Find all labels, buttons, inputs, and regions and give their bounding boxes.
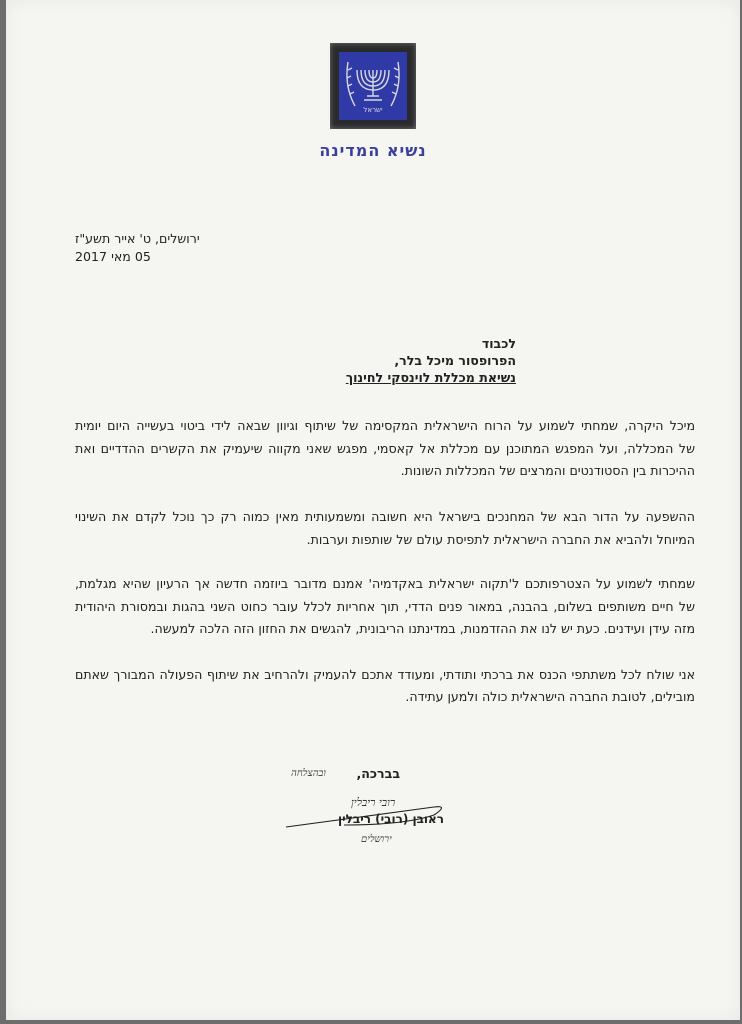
recipient-name: הפרופסור מיכל בלר, [394, 353, 516, 368]
handwritten-place: ירושלים [361, 834, 392, 845]
office-title: נשיא המדינה [319, 141, 427, 160]
menorah-icon [339, 52, 407, 120]
recipient-title: נשיאת מכללת לוינסקי לחינוך [345, 370, 516, 385]
paragraph-1-line-3: ההיכרות בין הסטודנטים והמרצים של המכללות השונות. [400, 463, 695, 478]
paragraph-3-line-2: של חיים משותפים בשלום, בהבנה, במאור פנים הדדי, תוך אחריות לכלל עובר כחוט השני בהגות ובמסורת היהודית [75, 599, 695, 614]
letter-page [6, 0, 740, 1020]
recipient-salutation: לכבוד [481, 336, 516, 351]
paragraph-2-line-1: ההשפעה על הדור הבא של המחנכים בישראל היא חשובה ומשמעותית מאין כמוה רק כך נוכל לקדם את השינוי [75, 509, 695, 524]
handwritten-signature: רובי ריבלין [351, 796, 396, 809]
paragraph-4-line-2: מובילים, לטובת החברה הישראלית כולה ולמען עתידה. [405, 689, 695, 704]
paragraph-1-line-2: של המכללה, ועל המפגש המתוכנן עם מכללת אל קאסמי, מפגש שאני מקווה שיעמיק את הקשרים ההדדיים ואת [75, 441, 695, 456]
state-emblem [330, 43, 416, 129]
closing-greeting: בברכה, [356, 766, 400, 781]
paragraph-3-line-1: שמחתי לשמוע על הצטרפותכם ל'תקוה ישראלית באקדמיה' אמנם מדובר ביוזמה חדשה אך הרעיון שהיא מגלמת, [75, 576, 695, 591]
paragraph-3-line-3: מזה עידן ועידנים. כעת יש לנו את ההזדמנות, במדינתנו הריבונית, להגשים את החזון הזה הלכה למעשה. [150, 621, 695, 636]
emblem-field [339, 52, 407, 120]
signer-name: ראובן (רובי) ריבלין [337, 812, 444, 826]
paragraph-1-line-1: מיכל היקרה, שמחתי לשמוע על הרוח הישראלית המקסימה של שיתוף וגיוון שבאה לידי ביטוי בעשייה היום יומית [75, 418, 695, 433]
handwritten-addition: ובהצלחה [291, 768, 326, 779]
paragraph-4-line-1: אני שולח לכל משתתפי הכנס את ברכתי ותודתי, ומעודד אתכם להעמיק ולהרחיב את שיתוף הפעולה המבורך שאתם [75, 667, 695, 682]
emblem-lettering: ישראל [363, 106, 383, 114]
paragraph-2-line-2: המיוחל ולהביא את החברה הישראלית לתפיסת עולם של שותפות וערבות. [306, 532, 695, 547]
date-hebrew: ירושלים, ט' אייר תשע"ז [75, 231, 200, 246]
date-gregorian: 05 מאי 2017 [75, 249, 151, 264]
